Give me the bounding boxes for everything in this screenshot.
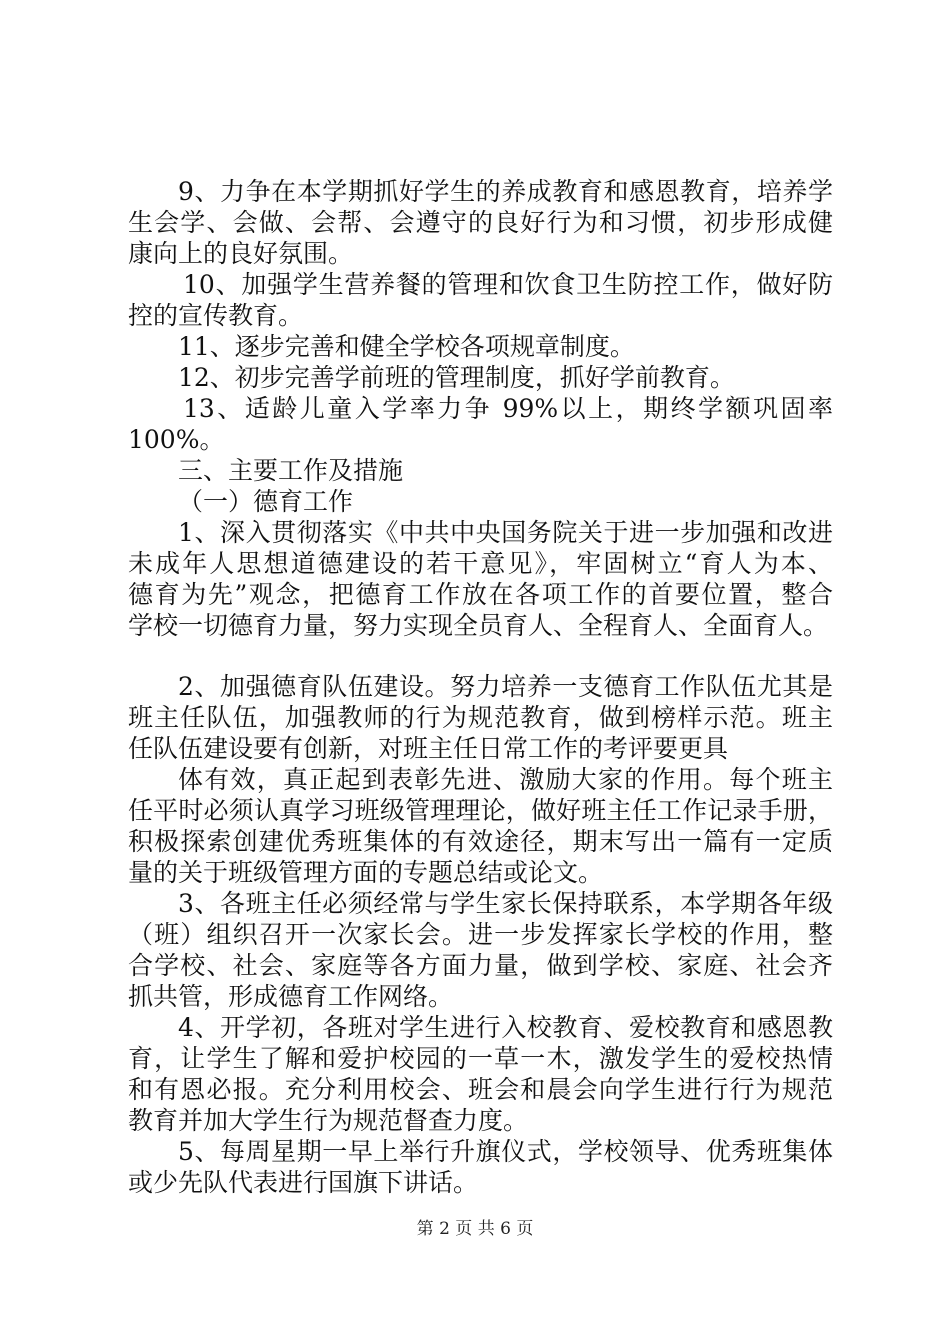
paragraph-item-12	[128, 362, 833, 393]
text-line: 2、加强德育队伍建设。努力培养一支德育工作队伍尤其是	[178, 672, 833, 701]
text-line: 抓共管，形成德育工作网络。	[128, 982, 454, 1011]
text-line: 12、初步完善学前班的管理制度，抓好学前教育。	[178, 363, 735, 392]
text-line: 合学校、社会、家庭等各方面力量，做到学校、家庭、社会齐	[128, 951, 833, 980]
text-line: 生会学、会做、会帮、会遵守的良好行为和习惯，初步形成健	[128, 208, 833, 237]
text-line: 或少先队代表进行国旗下讲话。	[128, 1168, 479, 1197]
text-line: （一）德育工作	[178, 487, 354, 516]
text-line: 3、各班主任必须经常与学生家长保持联系，本学期各年级	[178, 889, 833, 918]
text-line: 未成年人思想道德建设的若干意见》，牢固树立“育人为本、	[128, 549, 833, 578]
section-heading	[128, 455, 833, 486]
text-line: 和有恩必报。充分利用校会、班会和晨会向学生进行行为规范	[128, 1075, 833, 1104]
text-line: 育，让学生了解和爱护校园的一草一木，激发学生的爱校热情	[128, 1044, 833, 1073]
paragraph-item-4	[128, 1012, 833, 1136]
text-line: 任平时必须认真学习班级管理理论，做好班主任工作记录手册，	[128, 796, 833, 825]
page-number-footer: 第 2 页 共 6 页	[416, 1219, 534, 1239]
paragraph-item-13	[128, 393, 833, 455]
paragraph-item-2	[128, 671, 833, 764]
text-line: 积极探索创建优秀班集体的有效途径，期末写出一篇有一定质	[128, 827, 833, 856]
text-line: 4、开学初，各班对学生进行入校教育、爱校教育和感恩教	[178, 1013, 833, 1042]
subsection-heading	[128, 486, 833, 517]
text-line: 控的宣传教育。	[128, 301, 304, 330]
paragraph-item-5	[128, 1136, 833, 1198]
document-body	[128, 176, 833, 1198]
paragraph-item-3	[128, 888, 833, 1012]
text-line: 100%。	[128, 425, 225, 454]
text-line: 10、加强学生营养餐的管理和饮食卫生防控工作，做好防	[183, 270, 833, 299]
text-line: 11、逐步完善和健全学校各项规章制度。	[178, 332, 635, 361]
text-line: 5、每周星期一早上举行升旗仪式，学校领导、优秀班集体	[178, 1137, 833, 1166]
paragraph-item-1	[128, 517, 833, 641]
text-line: （班）组织召开一次家长会。进一步发挥家长学校的作用，整	[128, 920, 833, 949]
text-line: 康向上的良好氛围。	[128, 239, 354, 268]
text-line: 任队伍建设要有创新，对班主任日常工作的考评要更具	[128, 734, 729, 763]
paragraph-spacer	[128, 641, 833, 671]
text-line: 1、深入贯彻落实《中共中央国务院关于进一步加强和改进	[178, 518, 833, 547]
paragraph-item-10	[128, 269, 833, 331]
paragraph-item-2-continued	[128, 764, 833, 888]
text-line: 13、适龄儿童入学率力争 99%以上，期终学额巩固率	[183, 394, 833, 423]
text-line: 三、主要工作及措施	[178, 456, 404, 485]
paragraph-item-9	[128, 176, 833, 269]
text-line: 体有效，真正起到表彰先进、激励大家的作用。每个班主	[178, 765, 833, 794]
text-line: 德育为先”观念，把德育工作放在各项工作的首要位置，整合	[128, 580, 833, 609]
paragraph-item-11	[128, 331, 833, 362]
text-line: 9、力争在本学期抓好学生的养成教育和感恩教育，培养学	[178, 177, 833, 206]
text-line: 班主任队伍，加强教师的行为规范教育，做到榜样示范。班主	[128, 703, 833, 732]
text-line: 教育并加大学生行为规范督查力度。	[128, 1106, 529, 1135]
text-line: 量的关于班级管理方面的专题总结或论文。	[128, 858, 604, 887]
text-line: 学校一切德育力量，努力实现全员育人、全程育人、全面育人。	[128, 611, 829, 640]
